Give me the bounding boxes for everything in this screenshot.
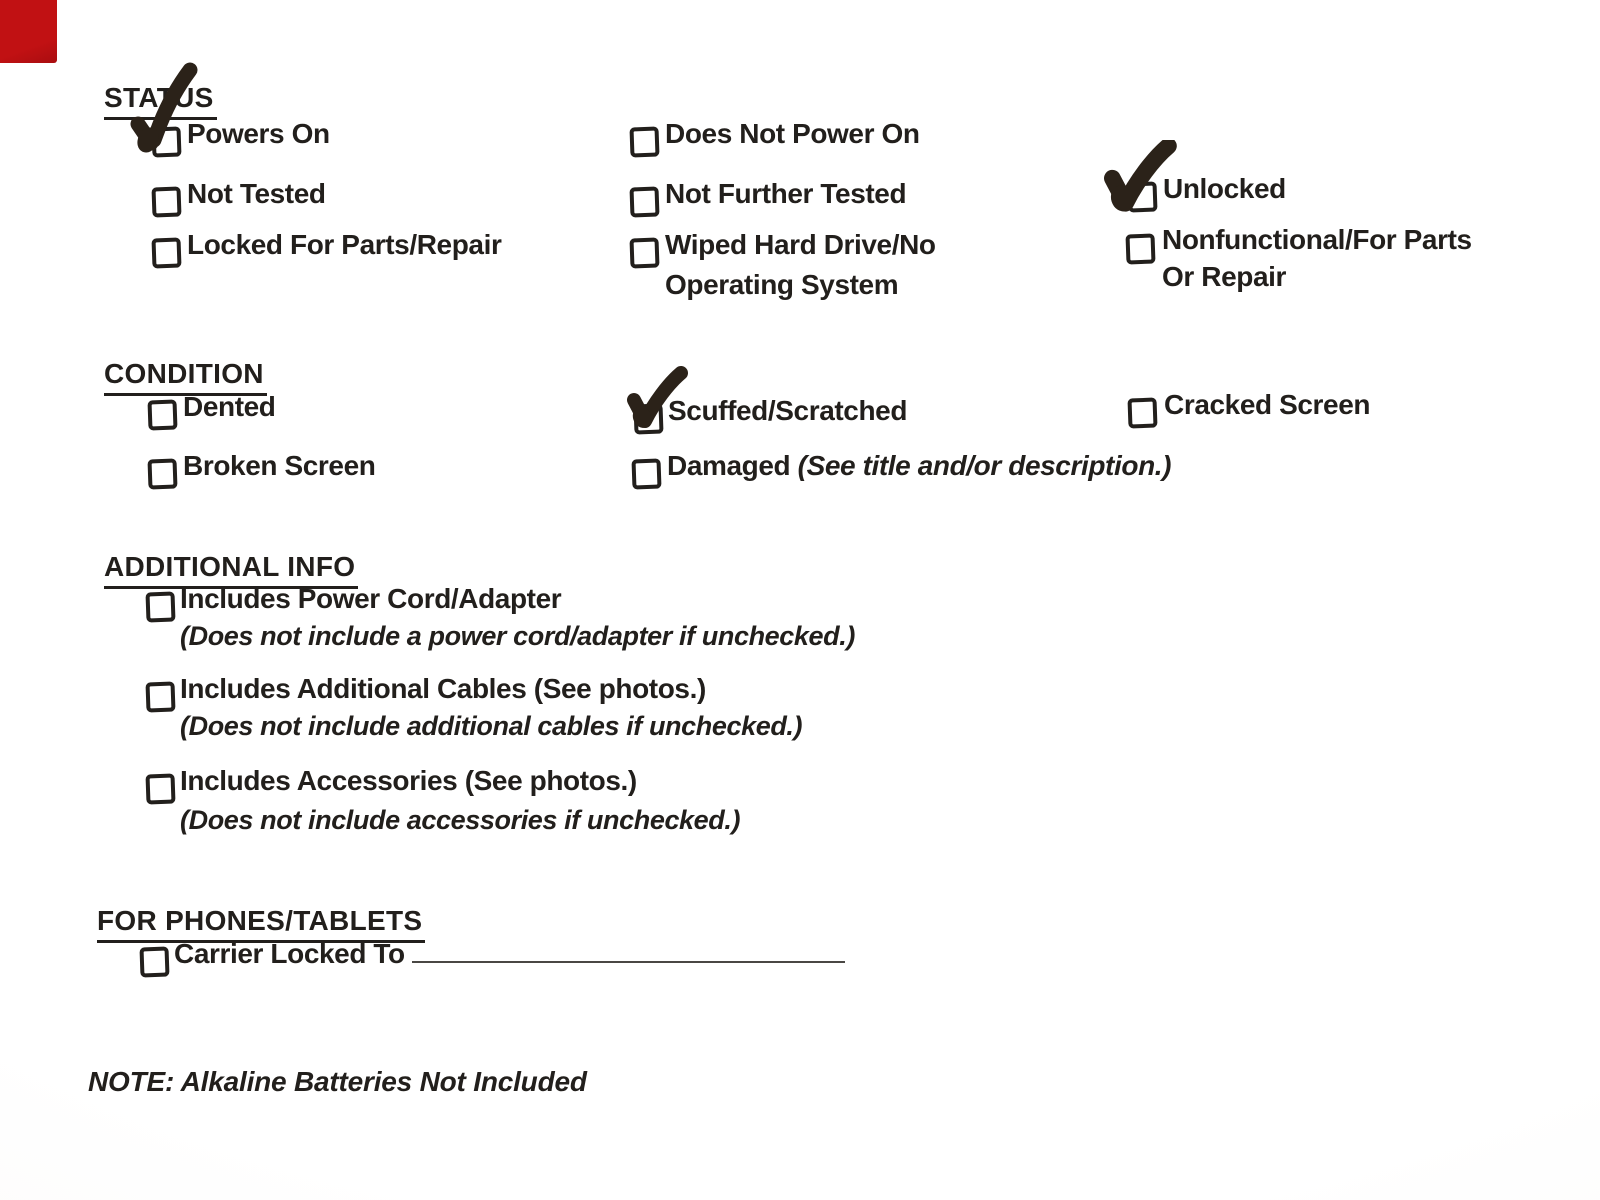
note-accessories: (Does not include accessories if unchecked.)	[180, 805, 741, 835]
checkmark-scuffed	[626, 362, 690, 436]
checkbox-locked-for-parts	[151, 238, 181, 269]
checkbox-additional-cables	[145, 682, 175, 713]
checkbox-dented	[147, 400, 177, 431]
label-carrier-locked-text: Carrier Locked To	[174, 938, 405, 969]
label-not-further-tested: Not Further Tested	[665, 178, 907, 209]
note-additional-cables: (Does not include additional cables if unchecked.)	[180, 711, 803, 741]
status-heading: STATUS	[104, 82, 217, 120]
carrier-write-in-line	[412, 937, 845, 963]
label-additional-cables: Includes Additional Cables (See photos.)	[180, 673, 706, 704]
checkbox-nonfunctional	[1125, 234, 1155, 265]
checkbox-carrier-locked	[139, 947, 169, 978]
label-power-cord: Includes Power Cord/Adapter	[180, 583, 562, 614]
label-damaged-note: (See title and/or description.)	[797, 450, 1172, 481]
checkbox-not-further-tested	[629, 187, 659, 218]
checkbox-power-cord	[145, 592, 175, 623]
label-scuffed: Scuffed/Scratched	[668, 395, 908, 426]
label-locked-for-parts: Locked For Parts/Repair	[187, 229, 502, 260]
label-wiped-hard-drive: Wiped Hard Drive/No Operating System	[665, 229, 936, 300]
label-damaged-text: Damaged	[667, 450, 791, 481]
phones-heading: FOR PHONES/TABLETS	[97, 905, 425, 943]
red-corner-marker	[0, 0, 57, 63]
condition-heading: CONDITION	[104, 358, 267, 396]
label-dented: Dented	[183, 391, 276, 422]
checkmark-powers-on	[126, 62, 208, 158]
label-carrier-locked	[174, 934, 845, 974]
checkbox-does-not-power-on	[629, 127, 659, 158]
label-damaged	[667, 446, 1171, 486]
checkbox-accessories	[145, 774, 175, 805]
batteries-note: NOTE: Alkaline Batteries Not Included	[88, 1066, 587, 1097]
checkbox-broken-screen	[147, 459, 177, 490]
checkmark-unlocked	[1102, 140, 1180, 214]
label-not-tested: Not Tested	[187, 178, 326, 209]
label-does-not-power-on: Does Not Power On	[665, 118, 920, 149]
label-nonfunctional: Nonfunctional/For Parts Or Repair	[1162, 224, 1472, 292]
note-power-cord: (Does not include a power cord/adapter if unchecked.)	[180, 621, 855, 651]
label-unlocked: Unlocked	[1163, 173, 1286, 204]
checkbox-wiped-hard-drive	[629, 238, 659, 269]
label-cracked-screen: Cracked Screen	[1164, 389, 1371, 420]
additional-info-heading: ADDITIONAL INFO	[104, 551, 358, 589]
checkbox-cracked-screen	[1127, 398, 1157, 429]
checkbox-not-tested	[151, 187, 181, 218]
label-accessories: Includes Accessories (See photos.)	[180, 765, 637, 796]
label-powers-on: Powers On	[187, 118, 330, 149]
checkbox-damaged	[631, 459, 661, 490]
label-broken-screen: Broken Screen	[183, 450, 376, 481]
